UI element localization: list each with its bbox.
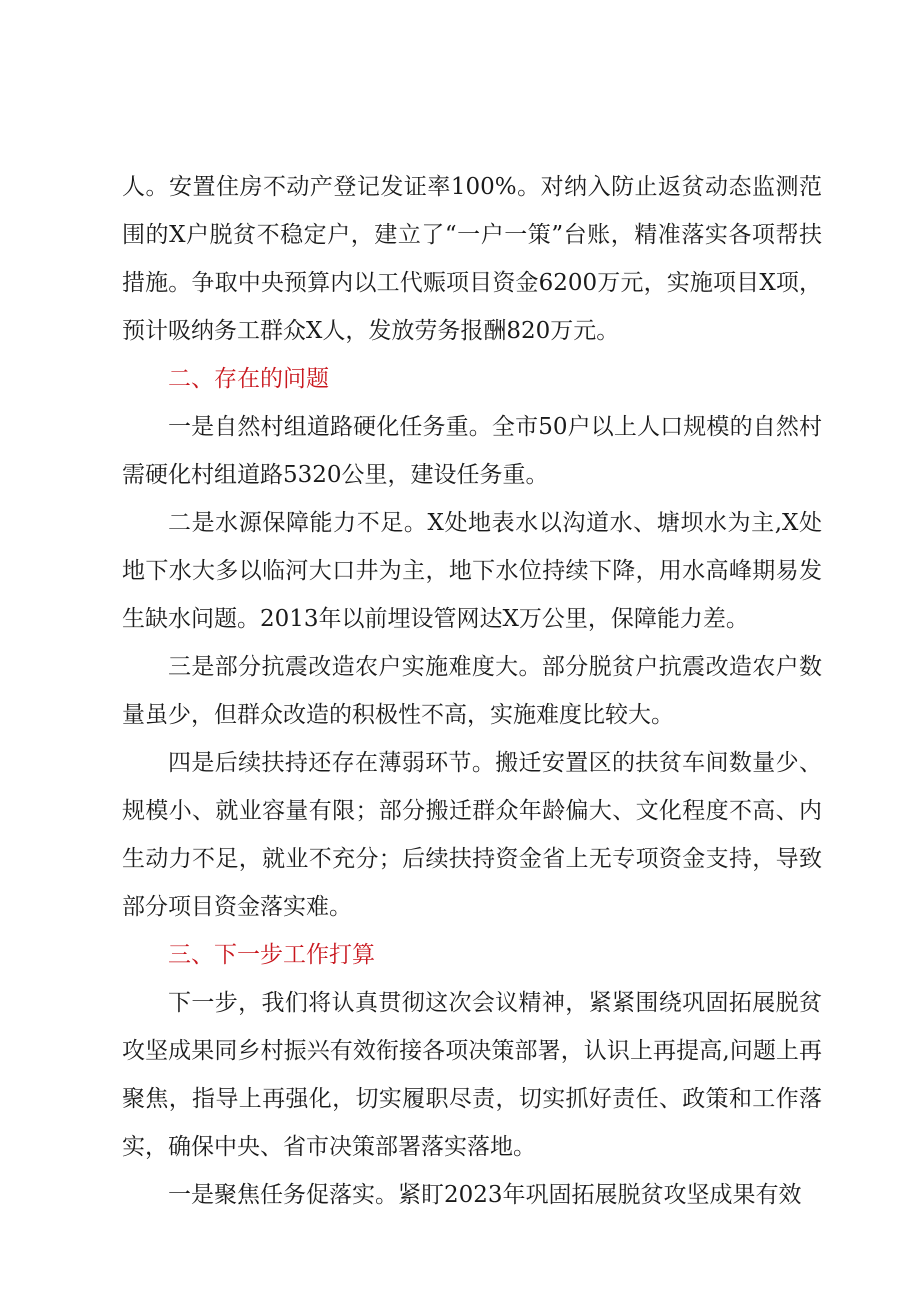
paragraph-continued: 人。安置住房不动产登记发证率100%。对纳入防止返贫动态监测范围的X户脱贫不稳定户，建立了“一户一策”台账，精准落实各项帮扶措施。争取中央预算内以工代赈项目资金6200万元，实施项目X项，预计吸纳务工群众X人，发放劳务报酬820万元。 — [122, 174, 822, 344]
document-body — [122, 163, 822, 1219]
paragraph-problem-1: 一是自然村组道路硬化任务重。全市50户以上人口规模的自然村需硬化村组道路5320公里，建设任务重。 — [122, 414, 822, 488]
paragraph-next-steps-1: 一是聚焦任务促落实。紧盯2023年巩固拓展脱贫攻坚成果有效 — [168, 1182, 802, 1208]
paragraph-problem-2: 二是水源保障能力不足。X处地表水以沟道水、塘坝水为主,X处地下水大多以临河大口井为主，地下水位持续下降，用水高峰期易发生缺水问题。2013年以前埋设管网达X万公里，保障能力差。 — [122, 510, 822, 632]
paragraph-problem-4: 四是后续扶持还存在薄弱环节。搬迁安置区的扶贫车间数量少、规模小、就业容量有限；部分搬迁群众年龄偏大、文化程度不高、内生动力不足，就业不充分；后续扶持资金省上无专项资金支持，导致部分项目资金落实难。 — [122, 750, 822, 920]
section-heading-next-steps: 三、下一步工作打算 — [168, 942, 375, 968]
paragraph-next-steps-intro: 下一步，我们将认真贯彻这次会议精神，紧紧围绕巩固拓展脱贫攻坚成果同乡村振兴有效衔接各项决策部署，认识上再提高,问题上再聚焦，指导上再强化，切实履职尽责，切实抓好责任、政策和工作落实，确保中央、省市决策部署落实落地。 — [122, 990, 822, 1160]
paragraph-problem-3: 三是部分抗震改造农户实施难度大。部分脱贫户抗震改造农户数量虽少，但群众改造的积极性不高，实施难度比较大。 — [122, 654, 822, 728]
section-heading-problems: 二、存在的问题 — [168, 366, 329, 392]
